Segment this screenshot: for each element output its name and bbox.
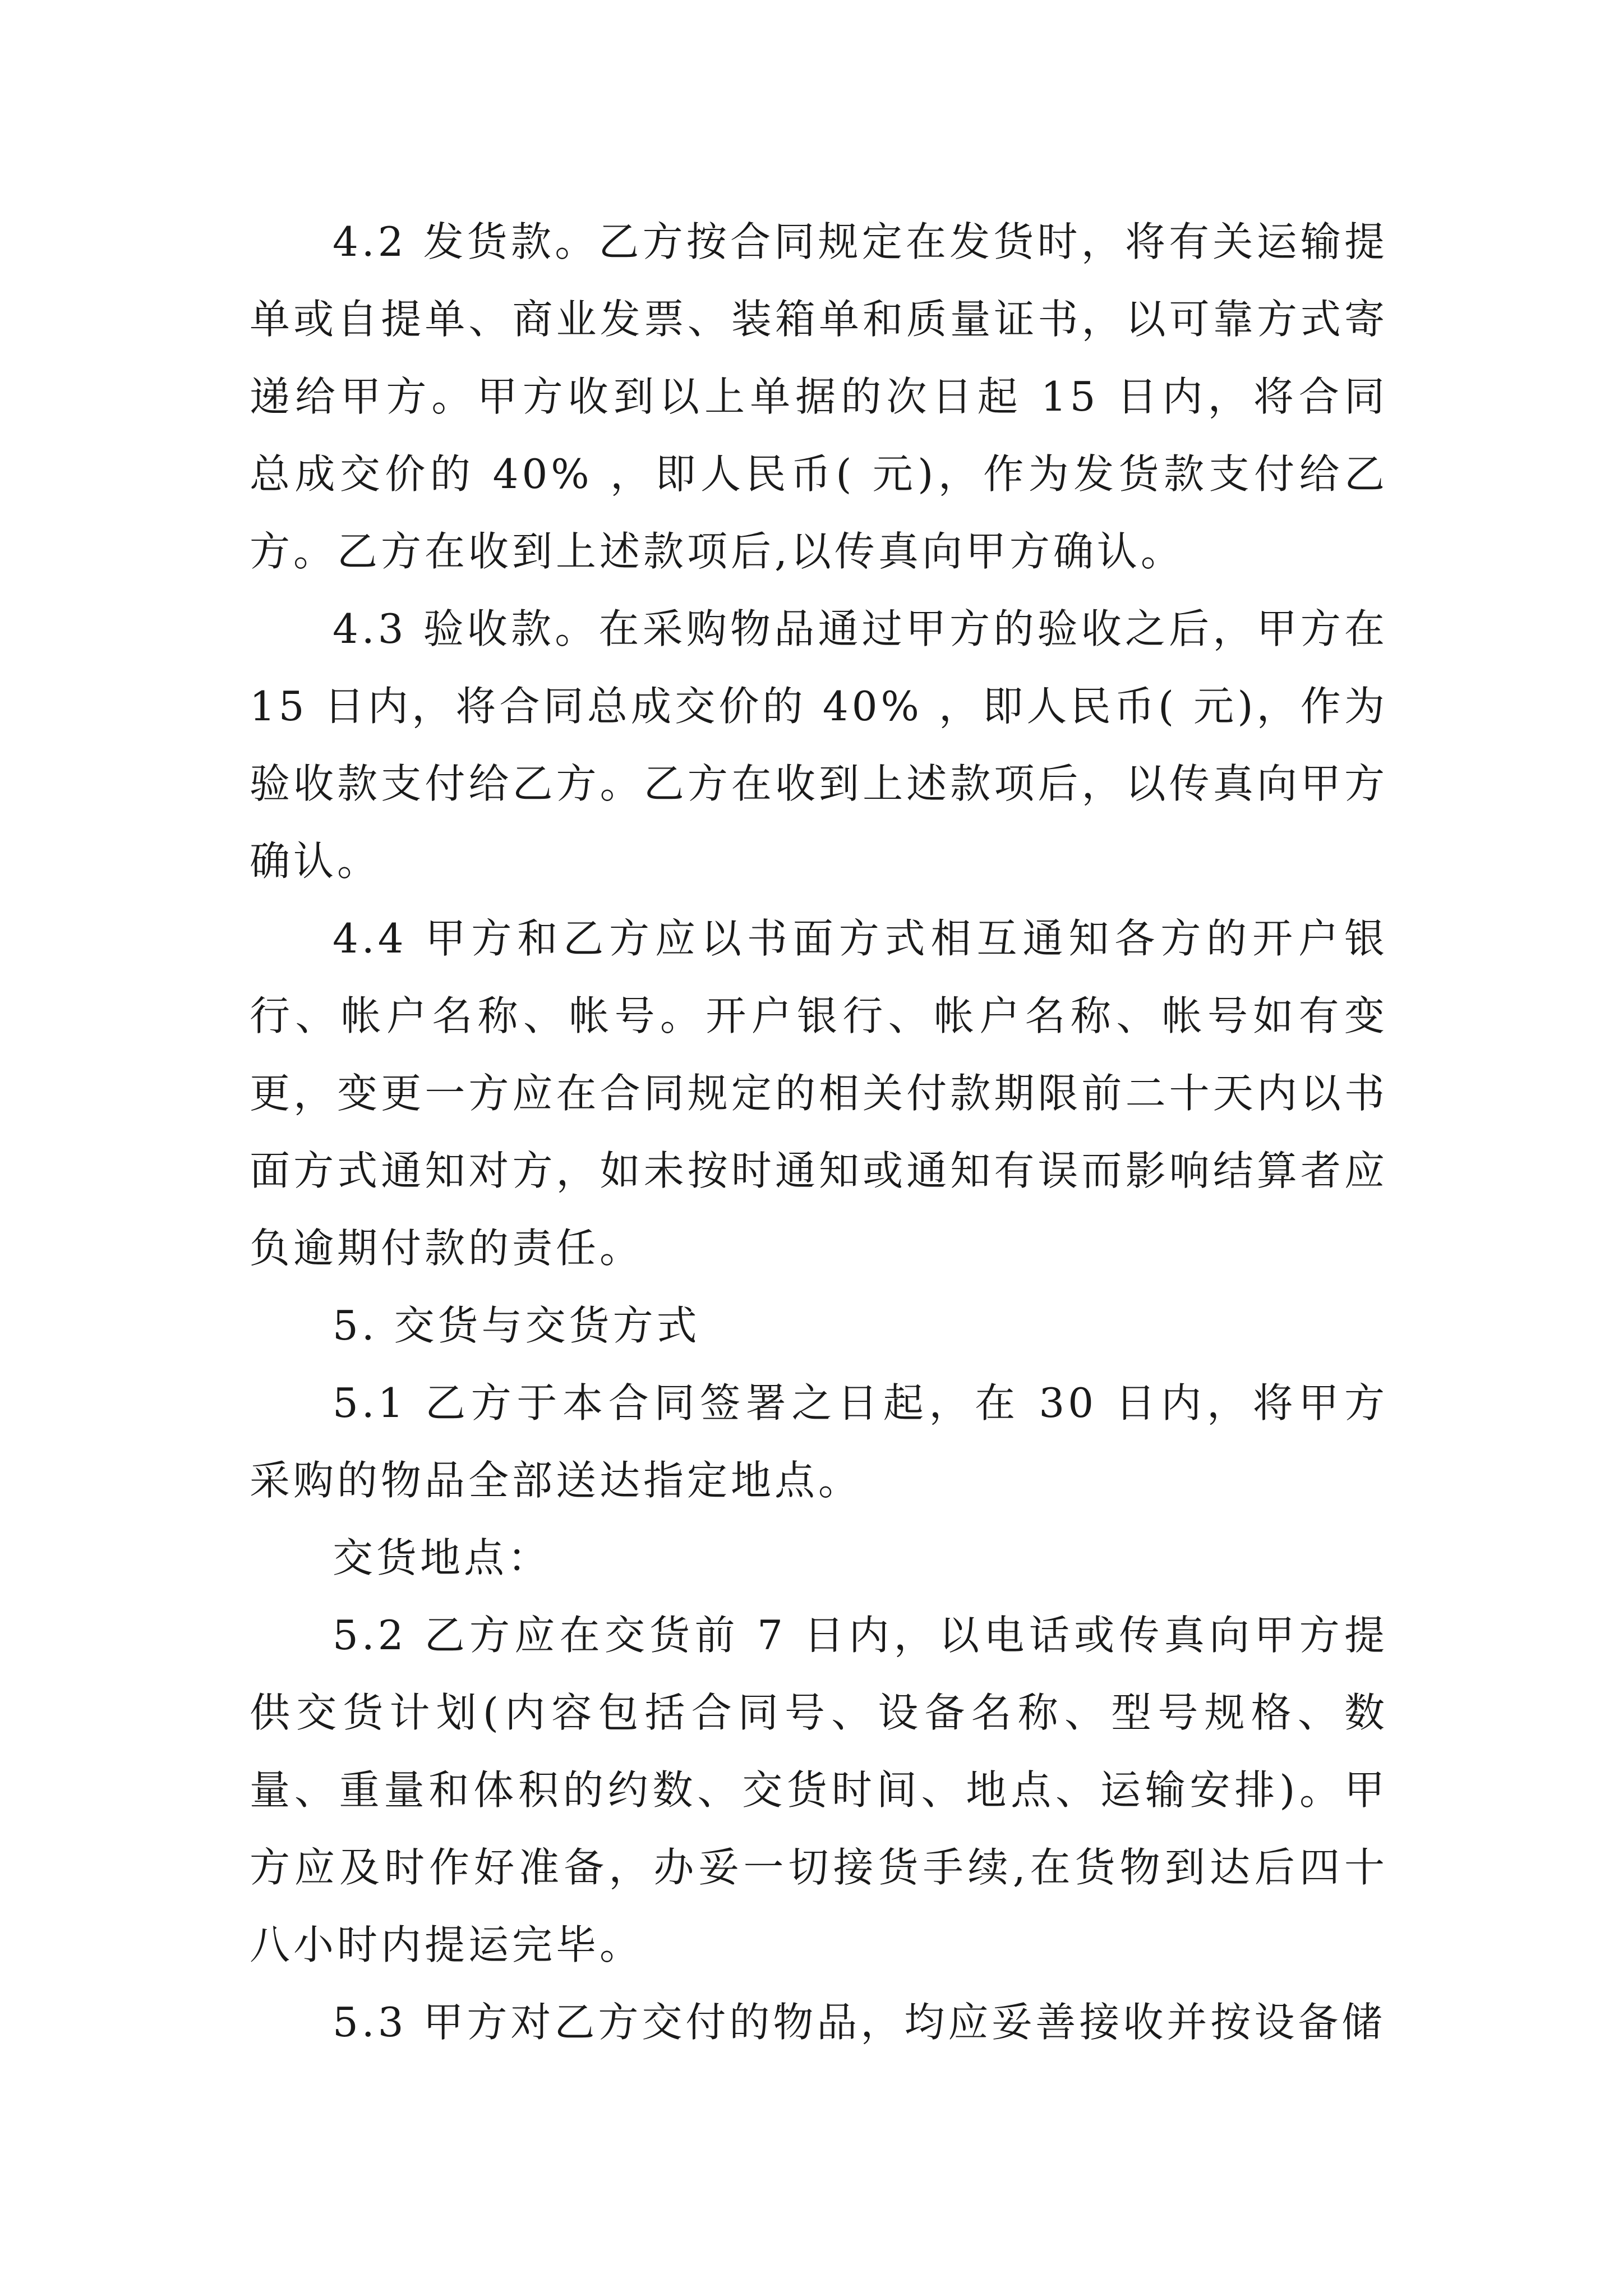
paragraph-4-2: 4.2 发货款。乙方按合同规定在发货时，将有关运输提单或自提单、商业发票、装箱单和质量证书，以可靠方式寄递给甲方。甲方收到以上单据的次日起 15 日内，将合同总成交价的 40% ，即人民币( 元)，作为发货款支付给乙方。乙方在收到上述款项后,以传真向甲方确认。 <box>250 218 1388 575</box>
delivery-location-label: 交货地点： <box>333 1534 552 1581</box>
paragraph-5-3: 5.3 甲方对乙方交付的物品，均应妥善接收并按设备储 <box>333 1999 1386 2046</box>
document-body <box>250 203 1388 2061</box>
paragraph-5-2: 5.2 乙方应在交货前 7 日内，以电话或传真向甲方提供交货计划(内容包括合同号、设备名称、型号规格、数量、重量和体积的约数、交货时间、地点、运输安排)。甲方应及时作好准备，办妥一切接货手续,在货物到达后四十八小时内提运完毕。 <box>250 1612 1388 1968</box>
paragraph-5-1: 5.1 乙方于本合同签署之日起，在 30 日内，将甲方采购的物品全部送达指定地点。 <box>250 1379 1388 1504</box>
paragraph-4-4: 4.4 甲方和乙方应以书面方式相互通知各方的开户银行、帐户名称、帐号。开户银行、帐户名称、帐号如有变更，变更一方应在合同规定的相关付款期限前二十天内以书面方式通知对方，如未按时通知或通知有误而影响结算者应负逾期付款的责任。 <box>250 915 1388 1272</box>
section-heading-5: 5. 交货与交货方式 <box>333 1302 700 1349</box>
paragraph-4-3: 4.3 验收款。在采购物品通过甲方的验收之后，甲方在 15 日内，将合同总成交价的 40% ，即人民币( 元)，作为验收款支付给乙方。乙方在收到上述款项后，以传真向甲方确认。 <box>250 605 1388 885</box>
